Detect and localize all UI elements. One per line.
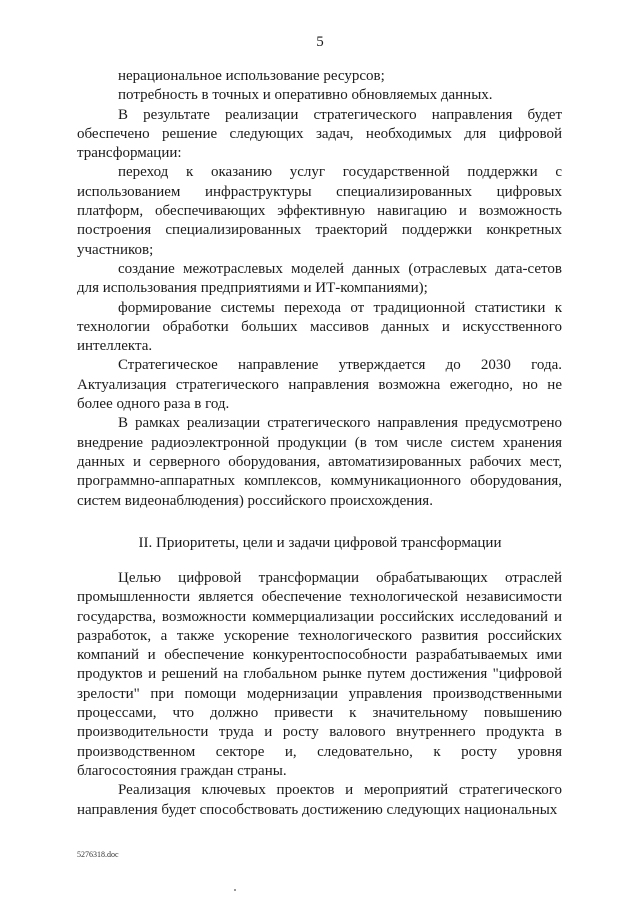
body-text-lower xyxy=(77,569,562,820)
section-heading: II. Приоритеты, цели и задачи цифровой трансформации xyxy=(138,535,502,551)
paragraph: формирование системы перехода от традиционной статистики к технологии обработки больших массивов данных и искусственного интеллекта. xyxy=(77,299,562,355)
paragraph: потребность в точных и оперативно обновляемых данных. xyxy=(118,87,493,104)
paragraph: В рамках реализации стратегического направления предусмотрено внедрение радиоэлектронной продукции (в том числе систем хранения данных и серверного оборудования, автоматизированных рабочих мест, программно-аппаратных комплексов, коммуникационного оборудования, систем видеонаблюдения) российского происхождения. xyxy=(77,415,562,509)
body-text-upper xyxy=(77,67,562,511)
paragraph: переход к оказанию услуг государственной поддержки с использованием инфраструктуры специализированных цифровых платформ, обеспечивающих эффективную навигацию и возможность построения специализированных траекторий поддержки конкретных участников; xyxy=(77,164,562,258)
page-number: 5 xyxy=(316,34,324,50)
paragraph: нерациональное использование ресурсов; xyxy=(118,68,385,84)
footer-mark xyxy=(234,889,236,891)
paragraph: Стратегическое направление утверждается до 2030 года. Актуализация стратегического направления возможна ежегодно, но не более одного раза в год. xyxy=(77,357,562,413)
paragraph: создание межотраслевых моделей данных (отраслевых дата-сетов для использования предприятиями и ИТ-компаниями); xyxy=(77,260,562,297)
paragraph: Реализация ключевых проектов и мероприятий стратегического направления будет способствовать достижению следующих национальных xyxy=(77,782,562,818)
paragraph: В результате реализации стратегического направления будет обеспечено решение следующих задач, необходимых для цифровой трансформации: xyxy=(77,106,562,162)
paragraph: Целью цифровой трансформации обрабатывающих отраслей промышленности является обеспечение технологической независимости государства, возможности коммерциализации российских исследований и разработок, а также ускорение технологического развития российских компаний и обеспечение конкурентоспособности разрабатываемых ими продуктов и решений на глобальном рынке путем достижения "цифровой зрелости" при помощи модернизации управления производственными процессами, что должно привести к значительному повышению производительности труда и росту валового внутреннего продукта в производственном секторе и, следовательно, к росту уровня благосостояния граждан страны. xyxy=(77,570,562,779)
footer-filename: 5276318.doc xyxy=(77,850,119,859)
